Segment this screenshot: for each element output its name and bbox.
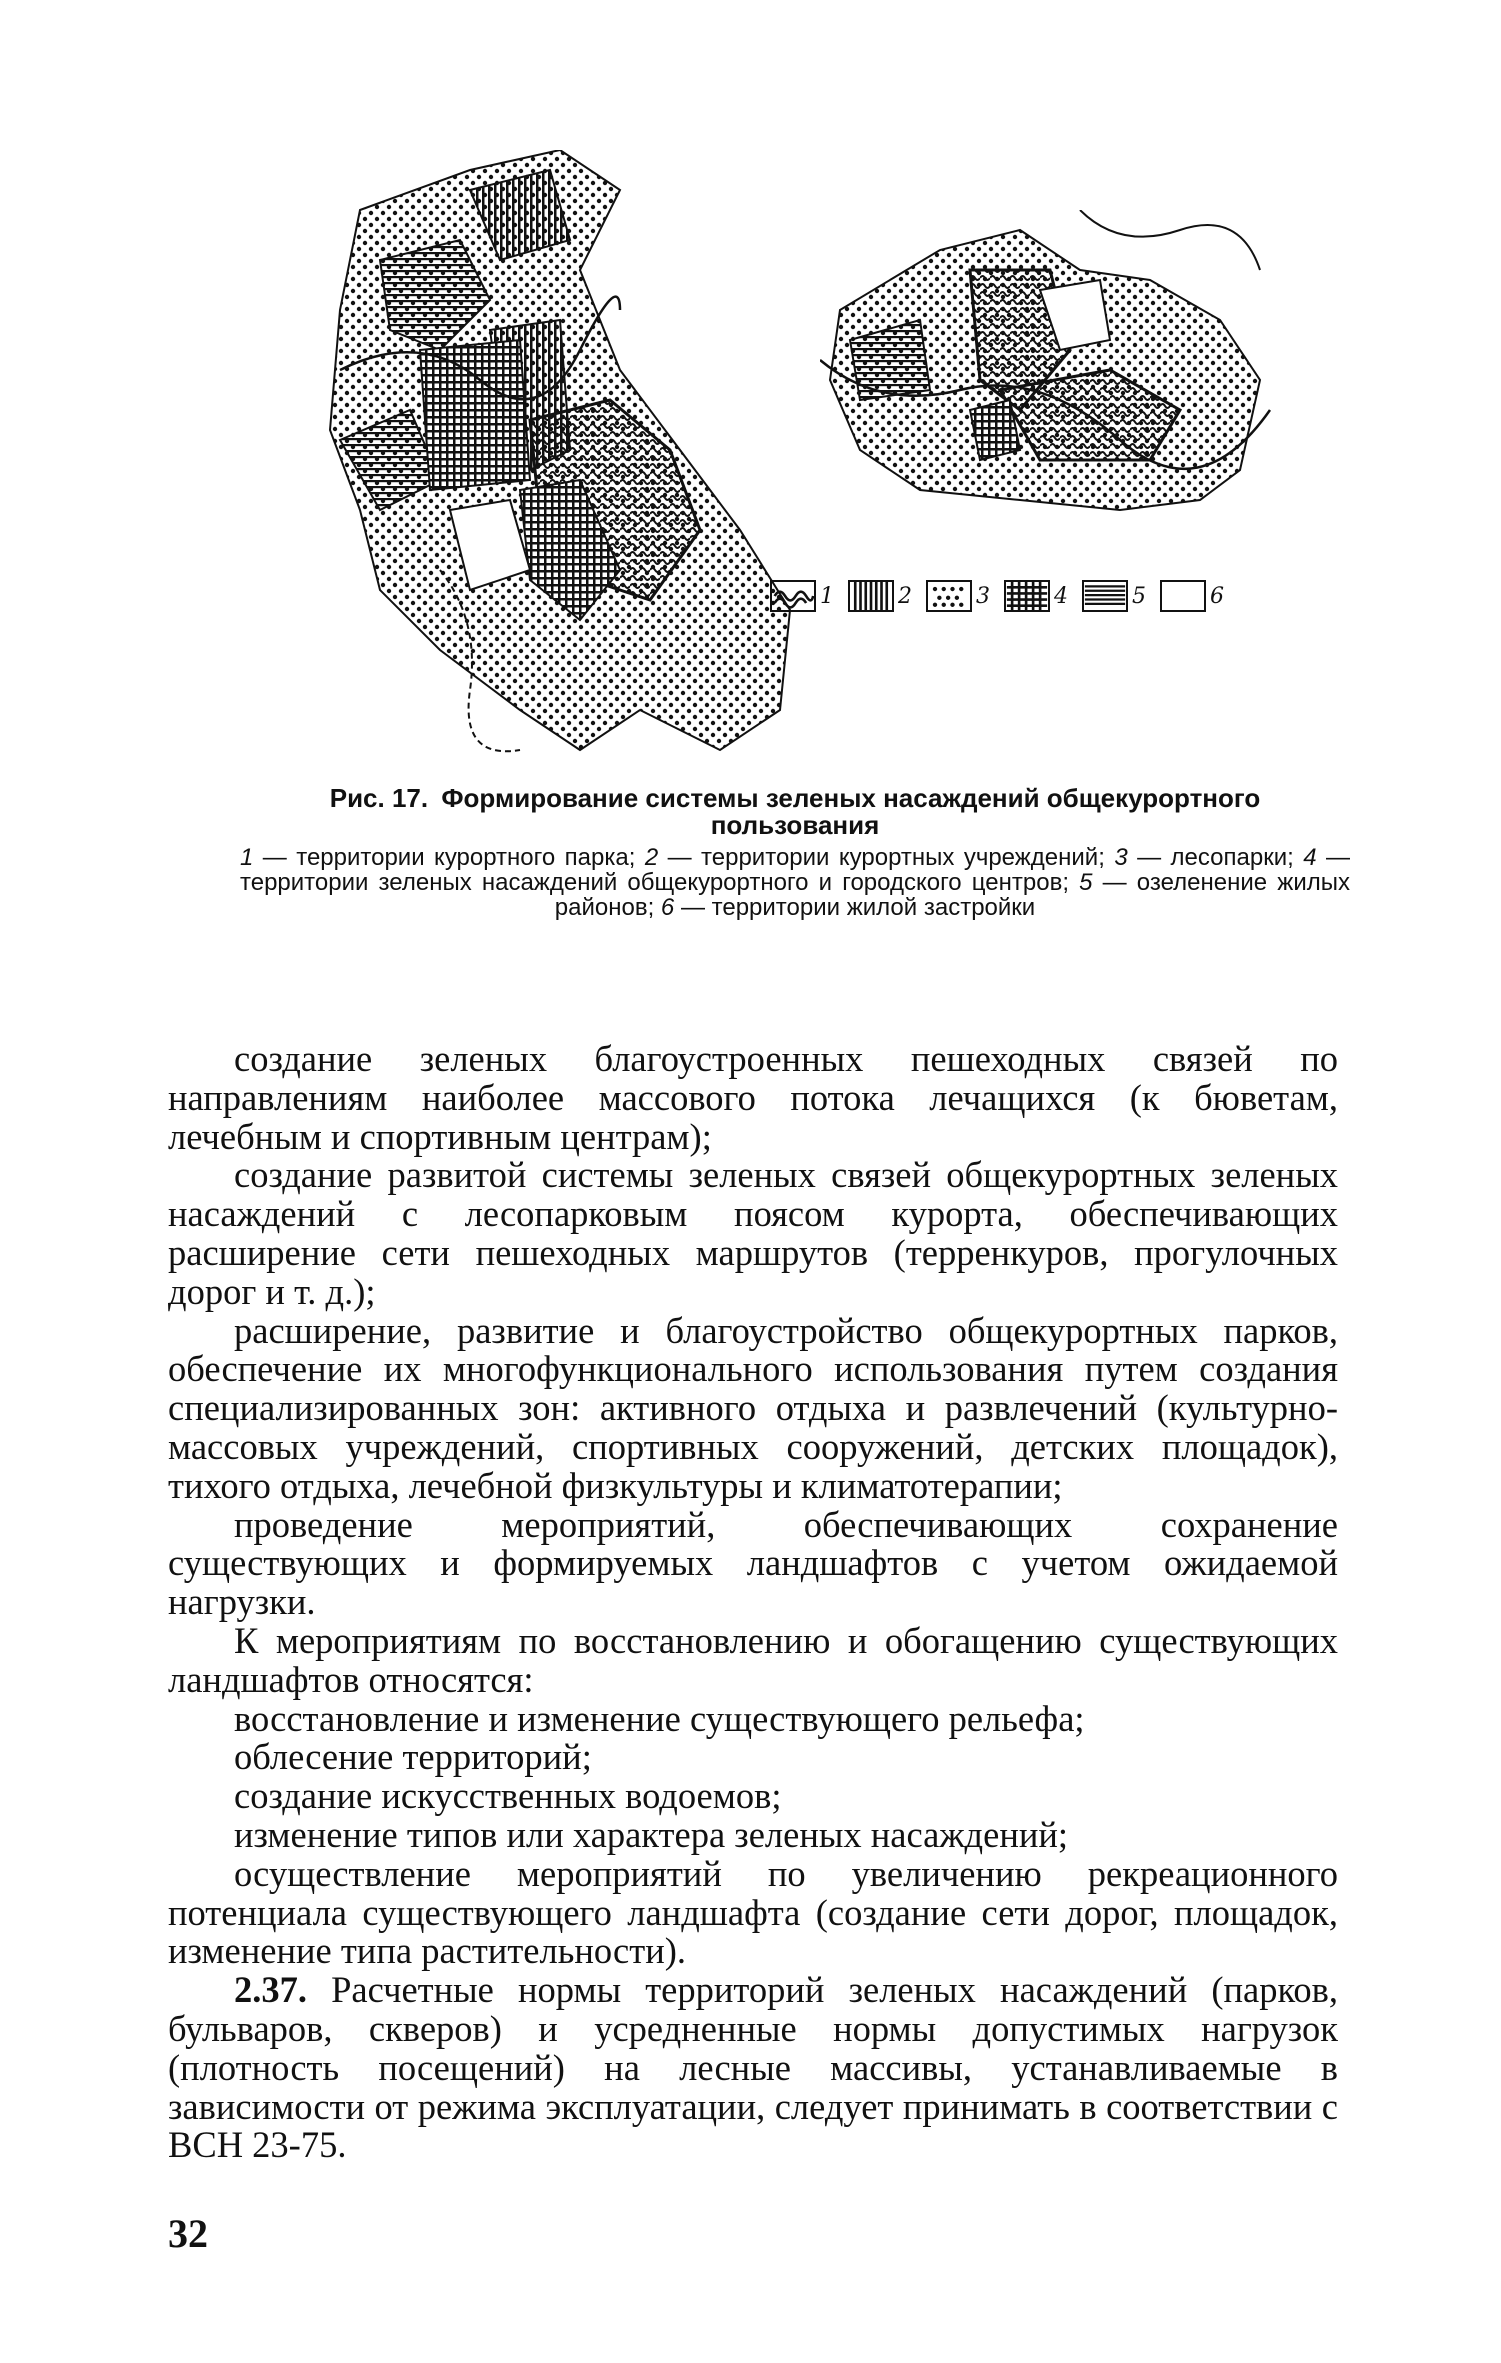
caption-legend-text: — лесопарки; bbox=[1127, 844, 1304, 871]
paragraph: создание развитой системы зеленых связей общекурортных зеленых насаждений с лесопарковым поясом курорта, обеспечивающих расширение сети пешеходных маршрутов (терренкуров, прогулочных дорог и т. д.); bbox=[168, 1154, 1338, 1312]
resort-map-left bbox=[320, 150, 840, 770]
legend-num: 5 bbox=[1132, 583, 1146, 609]
resort-map-right bbox=[820, 210, 1290, 710]
paragraph: расширение, развитие и благоустройство общекурортных парков, обеспечение их многофункционального использования путем создания специализированных зон: активного отдыха и развлечений (культурно-массовых учреждений, спортивных сооружений, детских площадок), тихого отдыха, лечебной физкультуры и климатотерапии; bbox=[168, 1309, 1338, 1506]
section-number: 2.37. bbox=[234, 1969, 307, 2011]
figure-17 bbox=[240, 150, 1300, 770]
caption-legend-text: — территории курортного парка; bbox=[253, 844, 645, 871]
section-paragraph bbox=[168, 1971, 1338, 2165]
caption-legend-text: — территории зеленых насаждений общекурортного и городского центров; bbox=[240, 844, 1350, 896]
paragraph: осуществление мероприятий по увеличению рекреационного потенциала существующего ландшафта (создание сети дорог, площадок, изменение типа растительности). bbox=[168, 1852, 1338, 1972]
legend-item-1 bbox=[770, 580, 834, 612]
paragraph: создание искусственных водоемов; bbox=[234, 1775, 782, 1817]
caption-legend-num: 2 bbox=[644, 844, 659, 871]
caption-title-text: Формирование системы зеленых насаждений общекурортного пользования bbox=[441, 783, 1261, 840]
legend-num: 1 bbox=[820, 583, 834, 609]
caption-legend-text: — озеленение жилых районов; bbox=[554, 869, 1350, 921]
legend-swatch-forest-park bbox=[926, 580, 972, 612]
caption-legend-num: 4 bbox=[1303, 844, 1317, 871]
body-text bbox=[168, 1040, 1338, 2165]
caption-title bbox=[240, 785, 1350, 839]
caption-legend-text: — территории жилой застройки bbox=[674, 894, 1036, 921]
legend-num: 6 bbox=[1210, 583, 1224, 609]
section-text: Расчетные нормы территорий зеленых насаждений (парков, бульваров, скверов) и усредненные нормы допустимых нагрузок (плотность посещений) на лесные массивы, устанавливаемые в зависимости от режима эксплуатации, следует принимать в соответствии с ВСН 23-75. bbox=[168, 1969, 1338, 2166]
page-number: 32 bbox=[168, 2211, 208, 2256]
paragraph: К мероприятиям по восстановлению и обогащению существующих ландшафтов относятся: bbox=[168, 1619, 1338, 1700]
legend-swatch-residential-blank bbox=[1160, 580, 1206, 612]
legend-item-2 bbox=[848, 580, 912, 612]
legend-item-5 bbox=[1082, 580, 1146, 612]
caption-legend-text: — территории курортных учреждений; bbox=[658, 844, 1115, 871]
figure-legend bbox=[770, 580, 1238, 612]
figure-caption bbox=[240, 785, 1350, 920]
paragraph: проведение мероприятий, обеспечивающих сохранение существующих и формируемых ландшафтов с учетом ожидаемой нагрузки. bbox=[168, 1503, 1338, 1623]
paragraph: облесение территорий; bbox=[234, 1736, 592, 1778]
paragraph: восстановление и изменение существующего рельефа; bbox=[234, 1697, 1085, 1739]
figure-label: Рис. 17. bbox=[329, 783, 429, 813]
caption-legend-num: 6 bbox=[660, 894, 675, 921]
legend-swatch-institutions bbox=[848, 580, 894, 612]
caption-legend-num: 5 bbox=[1079, 869, 1093, 896]
legend-swatch-centers bbox=[1004, 580, 1050, 612]
paragraph: создание зеленых благоустроенных пешеходных связей по направлениям наиболее массового потока лечащихся (к бюветам, лечебным и спортивным центрам); bbox=[168, 1038, 1338, 1157]
caption-legend bbox=[240, 845, 1350, 920]
legend-num: 3 bbox=[976, 583, 990, 609]
legend-item-4 bbox=[1004, 580, 1068, 612]
legend-item-3 bbox=[926, 580, 990, 612]
paragraph: изменение типов или характера зеленых насаждений; bbox=[234, 1813, 1069, 1855]
legend-item-6 bbox=[1160, 580, 1224, 612]
legend-num: 2 bbox=[898, 583, 912, 609]
legend-swatch-residential-greenery bbox=[1082, 580, 1128, 612]
legend-swatch-park bbox=[770, 580, 816, 612]
caption-legend-num: 3 bbox=[1114, 844, 1128, 871]
caption-legend-num: 1 bbox=[240, 844, 254, 871]
legend-num: 4 bbox=[1054, 583, 1068, 609]
